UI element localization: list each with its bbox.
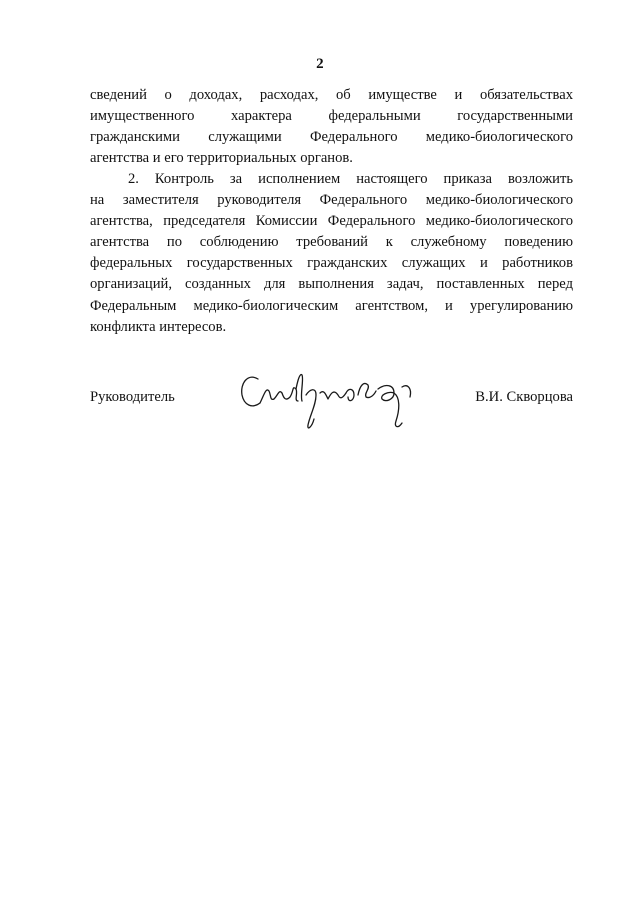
paragraph-line: федеральных государственных гражданских служащих и работников	[90, 255, 573, 272]
paragraph-line: конфликта интересов.	[90, 318, 227, 335]
paragraph-line: сведений о доходах, расходах, об имуществе и обязательствах	[90, 87, 573, 103]
paragraph-line: гражданскими служащими Федерального медико-биологического	[90, 129, 573, 146]
paragraph-line: организаций, созданных для выполнения задач, поставленных перед	[90, 276, 573, 293]
signatory-name: В.И. Скворцова	[475, 389, 573, 405]
handwritten-signature	[236, 365, 426, 437]
paragraph-1	[90, 85, 573, 169]
paragraph-2	[90, 169, 573, 338]
paragraph-line: агентства и его территориальных органов.	[90, 150, 353, 167]
paragraph-line: на заместителя руководителя Федерального медико-биологического	[90, 192, 573, 209]
paragraph-line: 2. Контроль за исполнением настоящего приказа возложить	[128, 171, 573, 187]
page-number: 2	[316, 56, 324, 72]
paragraph-line: Федеральным медико-биологическим агентством, и урегулированию	[90, 297, 573, 314]
paragraph-line: имущественного характера федеральными государственными	[90, 108, 573, 125]
paragraph-line: агентства, председателя Комиссии Федерального медико-биологического	[90, 213, 573, 230]
signature-block	[0, 365, 640, 445]
signatory-position: Руководитель	[90, 389, 175, 405]
paragraph-line: агентства по соблюдению требований к служебному поведению	[90, 234, 573, 251]
